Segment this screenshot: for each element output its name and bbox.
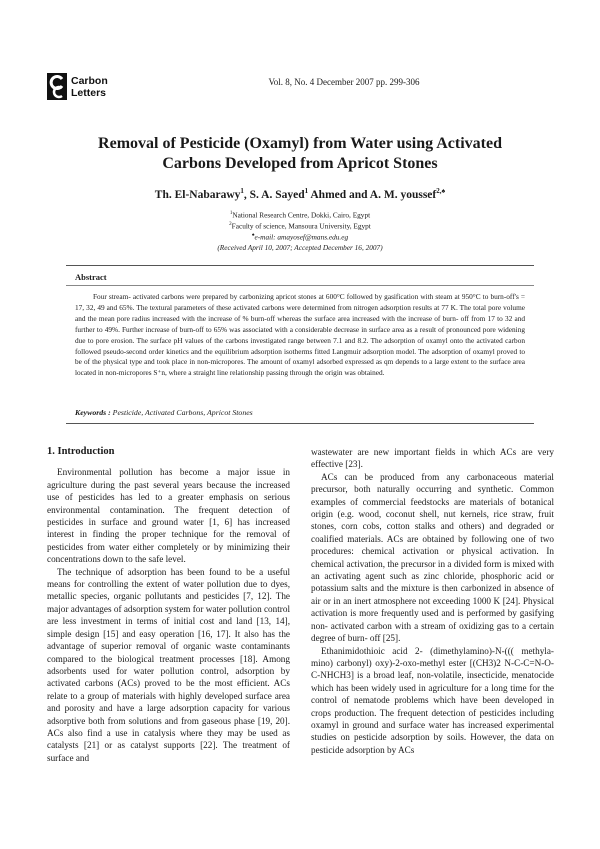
abstract-divider bbox=[66, 285, 534, 286]
author-3-affiliation-mark: 2,♠ bbox=[436, 187, 446, 195]
keywords bbox=[75, 408, 253, 417]
introduction-heading: 1. Introduction bbox=[47, 446, 115, 457]
intro-paragraph-1: Environmental pollution has become a major issue in agriculture during the past several years because the increased use of pesticides has led to a greater emphasis on serious environmental contamination. The frequent detection of pesticides in surface and ground water [1, 6] has increased interest in finding the proper technique for the removal of pesticides from water either completely or by minimizing their concentrations down to the safe level. bbox=[47, 467, 290, 565]
author-1-affiliation-mark: 1 bbox=[240, 187, 244, 195]
author-3: Ahmed and A. M. youssef bbox=[308, 188, 437, 201]
logo-line-1: Carbon bbox=[71, 74, 108, 87]
intro-paragraph-3: wastewater are new important fields in which ACs are very effective [23]. bbox=[311, 447, 554, 470]
keywords-label: Keywords : bbox=[75, 408, 111, 417]
spade-icon: ♠ bbox=[251, 233, 255, 238]
author-2: , S. A. Sayed bbox=[243, 188, 305, 201]
author-2-affiliation-mark: 1 bbox=[304, 187, 309, 195]
abstract-heading: Abstract bbox=[75, 272, 107, 282]
received-dates: (Received April 10, 2007; Accepted December 16, 2007) bbox=[217, 243, 383, 252]
abstract-section bbox=[66, 265, 534, 424]
intro-paragraph-4: ACs can be produced from any carbonaceous material precursor, both naturally occurring and synthetic. Common examples of commercial feedstocks are materials of botanical origin (e.g. wood, coconut shell, nut kernels, rice straw, fruit stones, corn cobs, cotton stalks and others) and degraded or coalified materials. ACs are obtained by following one of two procedures: chemical activation or physical activation. In chemical activation, the precursor in a divided form is mixed with an activating agent such as zinc chloride, phosphoric acid or potassium salts and the mixture is then carbonized in absence of air or in an inert atmosphere not exceeding 1000 K [24]. Physical activation is more frequently used and is performed by gasifying non- activated carbon with a stream of oxidizing gas to a certain degree of burn- off [25]. bbox=[311, 471, 554, 644]
title-line-2: Carbons Developed from Apricot Stones bbox=[162, 155, 438, 172]
abstract-text: Four stream- activated carbons were prepared by carbonizing apricot stones at 600°C followed by gasification with steam at 950°C to burn-off's = 17, 32, 49 and 65%. The textural parameters of these activated carbons were determined from nitrogen adsorption results at 77 K. The total pore volume and the mean pore radius increased with the increase of % burn-off whereas the surface area increased with the increase of burn- off from 17 to 32 and further to 49%. Further increase of burn-off to 65% was associated with a considerable decrease in surface area as a result of pronounced pore widening due to pore erosion. The surface pH values of the carbons investigated range between 7.1 and 8.2. The adsorption of oxamyl onto the activated carbon followed pseudo-second order kinetics and the equilibrium adsorption isotherms fitted Langmuir adsorption model. The adsorption of oxamyl proved to be of the physical type and took place in non-micropores. The amount of oxamyl adsorbed expressed as qm depends to a large extent to the surface area located in non-micropores S⁺n, where a straight line relationship passing through the origin was obtained. bbox=[75, 292, 525, 378]
left-column bbox=[47, 446, 290, 764]
journal-volume-info: Vol. 8, No. 4 December 2007 pp. 299-306 bbox=[268, 77, 420, 87]
logo-line-2: Letters bbox=[71, 86, 107, 99]
author-1: Th. El-Nabarawy bbox=[154, 188, 241, 201]
affiliation-1: $^1$National Research Centre, Dokki, Cairo, Egypt bbox=[229, 210, 371, 220]
affiliation-2: $^2$Faculty of science, Mansoura University, Egypt bbox=[229, 221, 371, 231]
title-line-1: Removal of Pesticide (Oxamyl) from Water using Activated bbox=[98, 135, 502, 152]
paper-title bbox=[60, 134, 540, 174]
intro-paragraph-2: The technique of adsorption has been found to be a useful means for controlling the extent of water pollution due to dyes, metallic species, organic pollutants and pesticides [7, 12]. The major advantages of adsorption system for water pollution control are less investment in terms of initial cost and land [13, 14], simple design [15] and easy operation [16, 17]. It also has the advantage of superior removal of organic waste contaminants compared to the biological treatment processes [18]. Among adsorbents used for water pollution control, adsorption by activated carbons (ACs) proved to be the most efficient. ACs relate to a group of materials with highly developed surface area and porosity and have a large adsorption capacity for various adsorptive both from solutions and from gaseous phase [19, 20]. ACs also find a use in catalysis where they may be used as catalysts [21] or as catalyst supports [22]. The treatment of surface and bbox=[47, 566, 290, 763]
keywords-list: Pesticide, Activated Carbons, Apricot Stones bbox=[110, 408, 253, 417]
author-list bbox=[0, 187, 600, 201]
right-column bbox=[311, 446, 554, 756]
corresponding-email: ♠e-mail: amayosef@mans.edu.eg bbox=[251, 232, 349, 242]
intro-paragraph-5: Ethanimidothioic acid 2- (dimethylamino)-N-((( methyla-mino) carbonyl) oxy)-2-oxo-methyl ester [(CH3)2 N-C-C=N-O-C-NHCH3] is a broad leaf, non-volatile, insecticide, menatocide which has been widely used in agriculture for a long time for the control of nematode problems which have been developed in crops production. The frequent detection of pesticides including oxamyl in ground and surface water has increased experimental studies on pesticide adsorption by soils. However, the data on pesticide adsorption by ACs bbox=[311, 645, 554, 755]
